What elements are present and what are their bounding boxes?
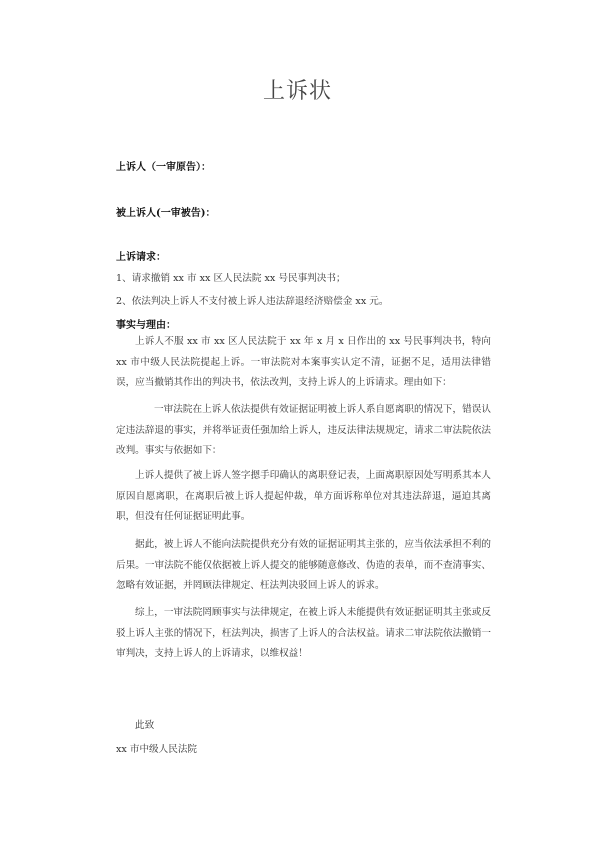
body-paragraph: 上诉人不服 xx 市 xx 区人民法院于 xx 年 x 月 x 日作出的 xx 号民事判决书，特向 xx 市中级人民法院提起上诉。一审法院对本案事实认定不清，证据不足，适用法律错误，应当撤销其作出的判决书，依法改判，支持上诉人的上诉请求。理由如下： [116,336,491,388]
body-paragraph: 据此，被上诉人不能向法院提供充分有效的证据证明其主张的，应当依法承担不利的后果。一审法院不能仅依据被上诉人提交的能够随意修改、伪造的表单，而不查清事实、忽略有效证据，并罔顾法律规定、枉法判决驳回上诉人的诉求。 [116,539,491,591]
appellee-label: 被上诉人(一审被告)： [116,208,216,219]
closing-greeting: 此致 [135,720,155,731]
request-item: 1、请求撤销 xx 市 xx 区人民法院 xx 号民事判决书； [116,273,346,284]
document-title: 上诉状 [262,79,332,104]
requests-label: 上诉请求： [116,252,166,263]
appellant-label: 上诉人（一审原告）： [116,162,211,173]
facts-label: 事实与理由： [116,320,176,331]
request-item: 2、依法判决上诉人不支付被上诉人违法辞退经济赔偿金 xx 元。 [116,296,389,307]
court-name: xx 市中级人民法院 [116,744,198,755]
body-paragraph: 一审法院在上诉人依法提供有效证据证明被上诉人系自愿离职的情况下，错误认定违法辞退的事实，并将举证责任强加给上诉人，违反法律法规规定，请求二审法院依法改判。事实与依据如下： [116,404,491,456]
body-paragraph: 综上，一审法院罔顾事实与法律规定，在被上诉人未能提供有效证据证明其主张或反驳上诉人主张的情况下，枉法判决，损害了上诉人的合法权益。请求二审法院依法撤销一审判决，支持上诉人的上诉请求，以维权益！ [116,607,491,659]
body-paragraph: 上诉人提供了被上诉人签字摁手印确认的离职登记表，上面离职原因处写明系其本人原因自愿离职，在离职后被上诉人提起仲裁，单方面诉称单位对其违法辞退，逼迫其离职，但没有任何证据证明此事。 [116,470,491,522]
